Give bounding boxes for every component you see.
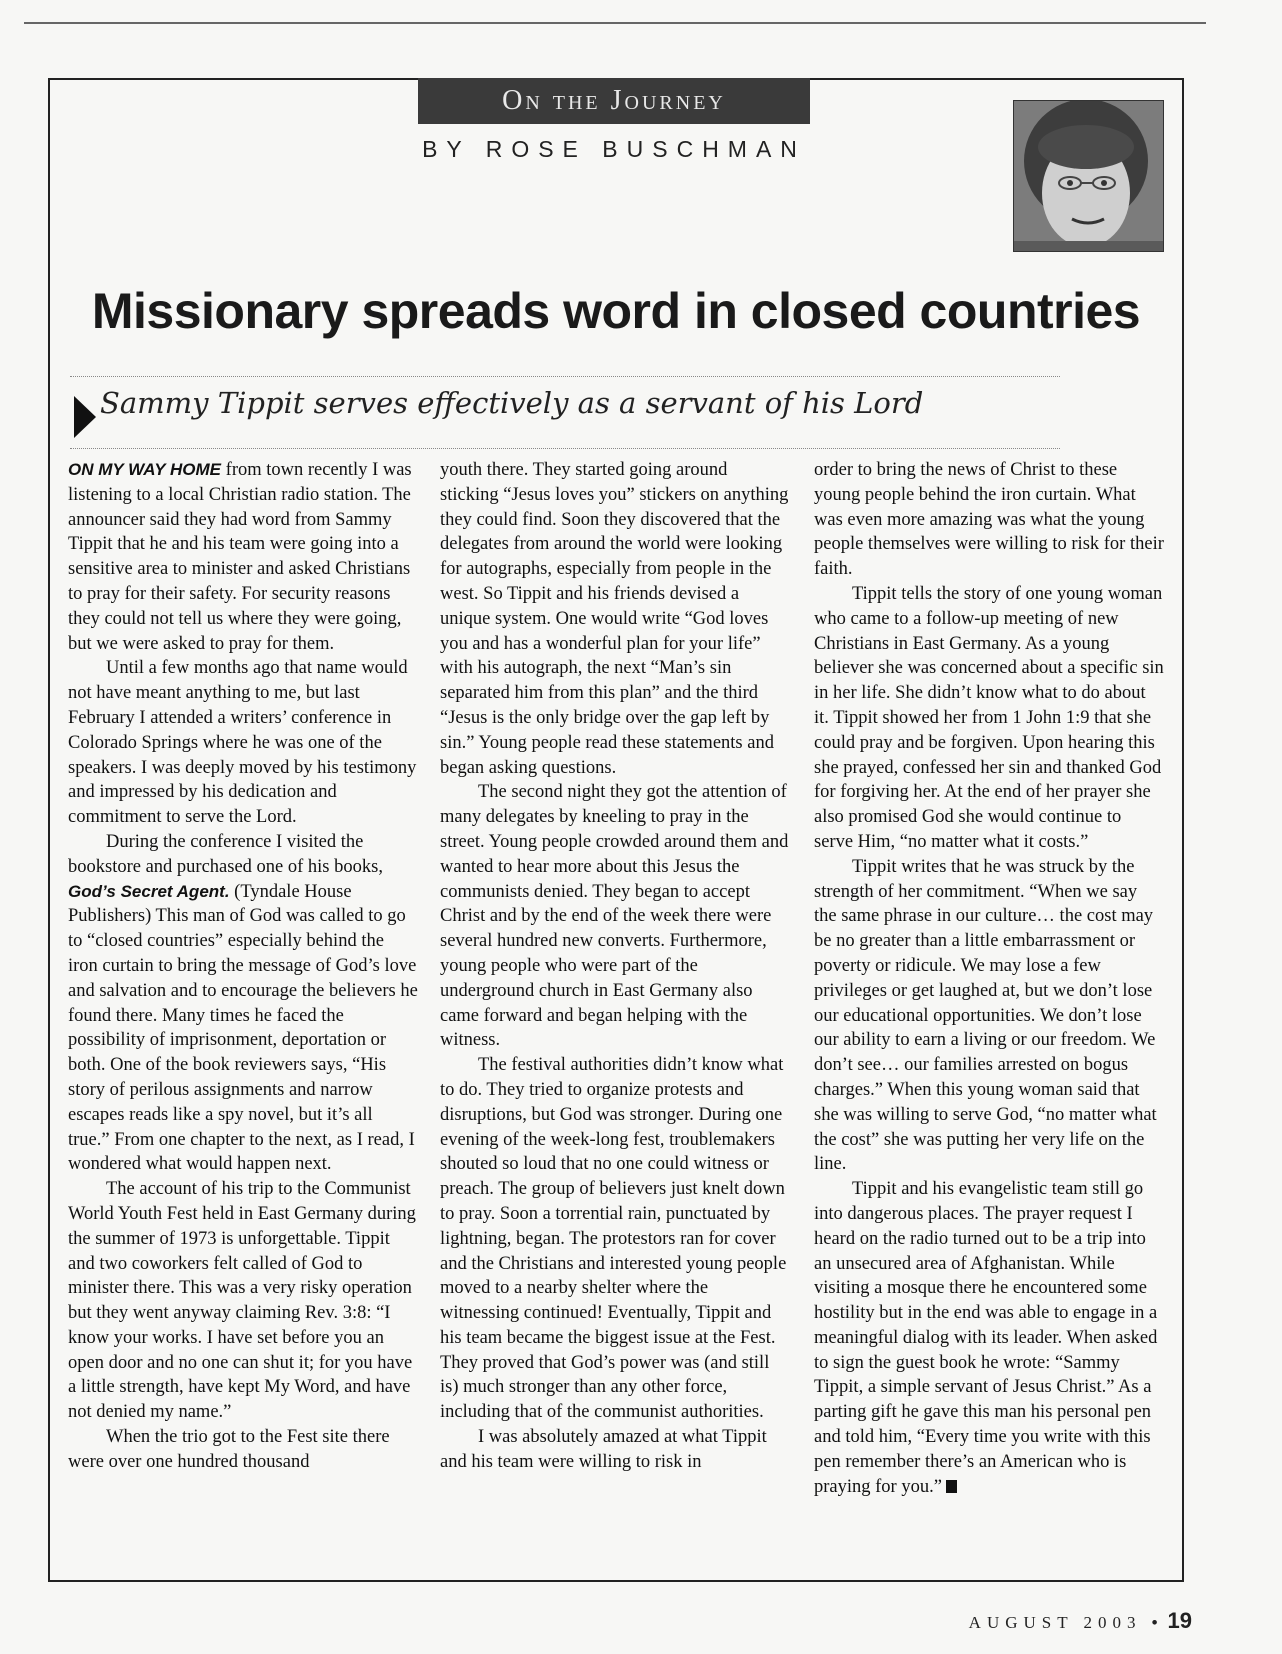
author-photo [1013,100,1164,252]
issue-date: AUGUST 2003 [968,1613,1142,1632]
paragraph: order to bring the news of Christ to these young people behind the iron curtain. What was even more amazing was what the young people themselves were willing to risk for their faith. [814,460,1164,580]
deck-rule-bottom [70,448,1060,449]
paragraph: Tippit tells the story of one young woman who came to a follow-up meeting of new Christians in East Germany. As a young believer she was concerned about a specific sin in her life. She didn’t know what to do about it. Tippit showed her from 1 John 1:9 that she could pray and be forgiven. Upon hearing this she prayed, confessed her sin and thanked God for forgiving her. At the end of her prayer she also promised God she would continue to serve Him, “no matter what it costs.” [814,583,1164,852]
paragraph: When the trio got to the Fest site there were over one hundred thousand [68,1427,390,1472]
top-rule [24,22,1206,24]
column-header: On the Journey [418,78,810,124]
paragraph: During the conference I visited the bookstore and purchased one of his books, God’s Secret Agent. (Tyndale House Publishers) This man of God was called to go to “closed countries” especially behind the iron curtain to bring the message of God’s love and salvation and to encourage the believers he found there. Many times he faced the possibility of imprisonment, deportation or both. One of the book reviewers says, “His story of perilous assignments and narrow escapes reads like a spy novel, but it’s all true.” From one chapter to the next, as I read, I wondered what would happen next. [68,831,418,1175]
footer-separator: • [1151,1613,1158,1632]
paragraph: The account of his trip to the Communist World Youth Fest held in East Germany during the summer of 1973 is unforgettable. Tippit and two coworkers felt called of God to minister there. This was a very risky operation but they went anyway claiming Rev. 3:8: “I know your works. I have set before you an open door and no one can shut it; for you have a little strength, have kept My Word, and have not denied my name.” [68,1179,416,1423]
triangle-arrow-icon [70,392,100,442]
paragraph: ON MY WAY HOME from town recently I was listening to a local Christian radio station. The announcer said they had word from Sammy Tippit that he and his team were going into a sensitive area to minister and asked Christians to pray for their safety. For security reasons they could not tell us where they were going, but we were asked to pray for them. [68,460,412,654]
paragraph: Tippit writes that he was struck by the strength of her commitment. “When we say the same phrase in our culture… the cost may be no greater than a little embarrassment or poverty or ridicule. We may lose a few privileges or get laughed at, but we don’t lose our educational opportunities. We don’t lose our ability to earn a living or our freedom. We don’t see… our families arrested on bogus charges.” When this young woman said that she was willing to serve God, “no matter what the cost” she was putting her very life on the line. [814,856,1157,1175]
lead-in: ON MY WAY HOME [68,460,222,479]
paragraph: I was absolutely amazed at what Tippit and his team were willing to risk in [440,1427,767,1472]
paragraph: The festival authorities didn’t know what to do. They tried to organize protests and disruptions, but God was stronger. During one evening of the week-long fest, troublemakers shouted so loud that no one could witness or preach. The group of believers just knelt down to pray. Soon a torrential rain, punctuated by lightning, began. The protestors ran for cover and the Christians and interested young people moved to a nearby shelter where the witnessing continued! Eventually, Tippit and his team became the biggest issue at the Fest. They proved that God’s power was (and still is) much stronger than any other force, including that of the communist authorities. [440,1055,787,1423]
book-title: God’s Secret Agent. [68,881,230,901]
article-column-2 [440,458,790,1475]
deck-rule-top [70,376,1060,377]
deck-subheadline: Sammy Tippit serves effectively as a servant of his Lord [100,386,924,420]
page-footer [969,1608,1192,1634]
paragraph: The second night they got the attention of many delegates by kneeling to pray in the street. Young people crowded around them and wanted to hear more about this Jesus the communists denied. They began to accept Christ and by the end of the week there were several hundred new converts. Furthermore, young people who were part of the underground church in East Germany also came forward and began helping with the witness. [440,782,789,1051]
byline: BY ROSE BUSCHMAN [422,136,806,162]
article-column-1 [68,458,418,1475]
article-column-3 [814,458,1164,1499]
headline: Missionary spreads word in closed countries [91,283,1141,339]
page-number: 19 [1167,1608,1192,1633]
paragraph: Tippit and his evangelistic team still go into dangerous places. The prayer request I heard on the radio turned out to be a trip into an unsecured area of Afghanistan. While visiting a mosque there he encountered some hostility but in the end was able to engage in a meaningful dialog with its leader. When asked to sign the guest book he wrote: “Sammy Tippit, a simple servant of Jesus Christ.” As a parting gift he gave this man his personal pen and told him, “Every time you write with this pen remember there’s an American who is praying for you.” [814,1179,1158,1497]
paragraph: youth there. They started going around sticking “Jesus loves you” stickers on anything they could find. Soon they discovered that the delegates from around the world were looking for autographs, especially from people in the west. So Tippit and his friends devised a unique system. One would write “God loves you and has a wonderful plan for your life” with his autograph, the next “Man’s sin separated him from this plan” and the third “Jesus is the only bridge over the gap left by sin.” Young people read these statements and began asking questions. [440,460,789,778]
end-mark-icon [946,1480,957,1493]
author-portrait-image [1014,101,1164,252]
paragraph: Until a few months ago that name would not have meant anything to me, but last February I attended a writers’ conference in Colorado Springs where he was one of the speakers. I was deeply moved by his testimony and impressed by his dedication and commitment to serve the Lord. [68,658,417,828]
